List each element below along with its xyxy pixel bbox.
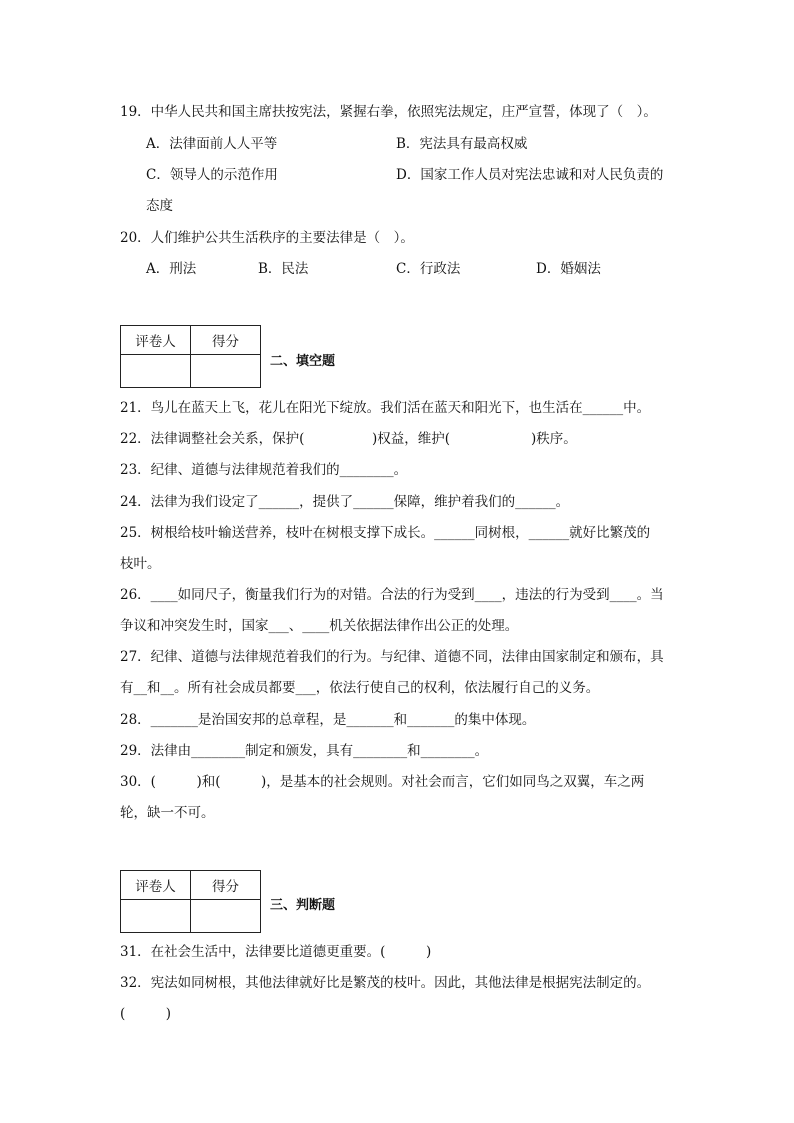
q28: 28．_______是治国安邦的总章程，是_______和_______的集中体现。 [120, 712, 536, 728]
q26-line1: 26．____如同尺子，衡量我们行为的对错。合法的行为受到____，违法的行为受到____。当 [120, 587, 664, 603]
q19-option-a: A．法律面前人人平等 [146, 136, 278, 152]
q30-line1: 30．( )和( )，是基本的社会规则。对社会而言，它们如同鸟之双翼，车之两 [120, 774, 645, 790]
q32-line2: ( ) [120, 1006, 172, 1022]
q19-stem: 19．中华人民共和国主席扶按宪法，紧握右拳，依照宪法规定，庄严宣誓，体现了（ ）。 [120, 104, 657, 120]
q26-line2: 争议和冲突发生时，国家___、____机关依据法律作出公正的处理。 [120, 618, 519, 634]
q19-option-b: B．宪法具有最高权威 [396, 136, 528, 152]
q32-line1: 32．宪法如同树根，其他法律就好比是繁茂的枝叶。因此，其他法律是根据宪法制定的。 [120, 975, 651, 991]
reviewer-label: 评卷人 [121, 326, 191, 355]
q20-option-b: B．民法 [258, 261, 309, 277]
q23: 23．纪律、道德与法律规范着我们的________。 [120, 462, 408, 478]
q20-option-c: C．行政法 [396, 261, 461, 277]
q24: 24．法律为我们设定了______，提供了______保障，维护着我们的______。 [120, 494, 570, 510]
q27-line2: 有__和__。所有社会成员都要___，依法行使自己的权利，依法履行自己的义务。 [120, 680, 600, 696]
q20-option-d: D．婚姻法 [536, 261, 601, 277]
score-cell[interactable] [191, 355, 261, 388]
section2-title: 二、填空题 [270, 354, 336, 369]
reviewer-cell[interactable] [121, 900, 191, 933]
q31: 31．在社会生活中，法律要比道德更重要。( ) [120, 944, 432, 960]
reviewer-cell[interactable] [121, 355, 191, 388]
section3-title: 三、判断题 [270, 898, 336, 913]
q21: 21．鸟儿在蓝天上飞，花儿在阳光下绽放。我们活在蓝天和阳光下，也生活在______中。 [120, 400, 651, 416]
q27-line1: 27．纪律、道德与法律规范着我们的行为。与纪律、道德不同，法律由国家制定和颁布，具 [120, 649, 664, 665]
q25-line2: 枝叶。 [120, 556, 161, 572]
q30-line2: 轮，缺一不可。 [120, 805, 215, 821]
q20-stem: 20．人们维护公共生活秩序的主要法律是（ ）。 [120, 230, 414, 246]
score-cell[interactable] [191, 900, 261, 933]
score-label: 得分 [191, 871, 261, 900]
q20-option-a: A．刑法 [146, 261, 197, 277]
q19-option-d-continued: 态度 [146, 198, 173, 214]
reviewer-label: 评卷人 [121, 871, 191, 900]
q25-line1: 25．树根给枝叶输送营养，枝叶在树根支撑下成长。______同树根，______就好比繁茂的 [120, 525, 651, 541]
score-table-section3 [120, 870, 261, 933]
score-table-section2 [120, 325, 261, 388]
q22: 22．法律调整社会关系，保护( )权益，维护( )秩序。 [120, 431, 577, 447]
q29: 29．法律由________制定和颁发，具有________和________。 [120, 743, 489, 759]
score-label: 得分 [191, 326, 261, 355]
q19-option-c: C．领导人的示范作用 [146, 167, 278, 183]
q19-option-d: D．国家工作人员对宪法忠诚和对人民负责的 [396, 167, 664, 183]
